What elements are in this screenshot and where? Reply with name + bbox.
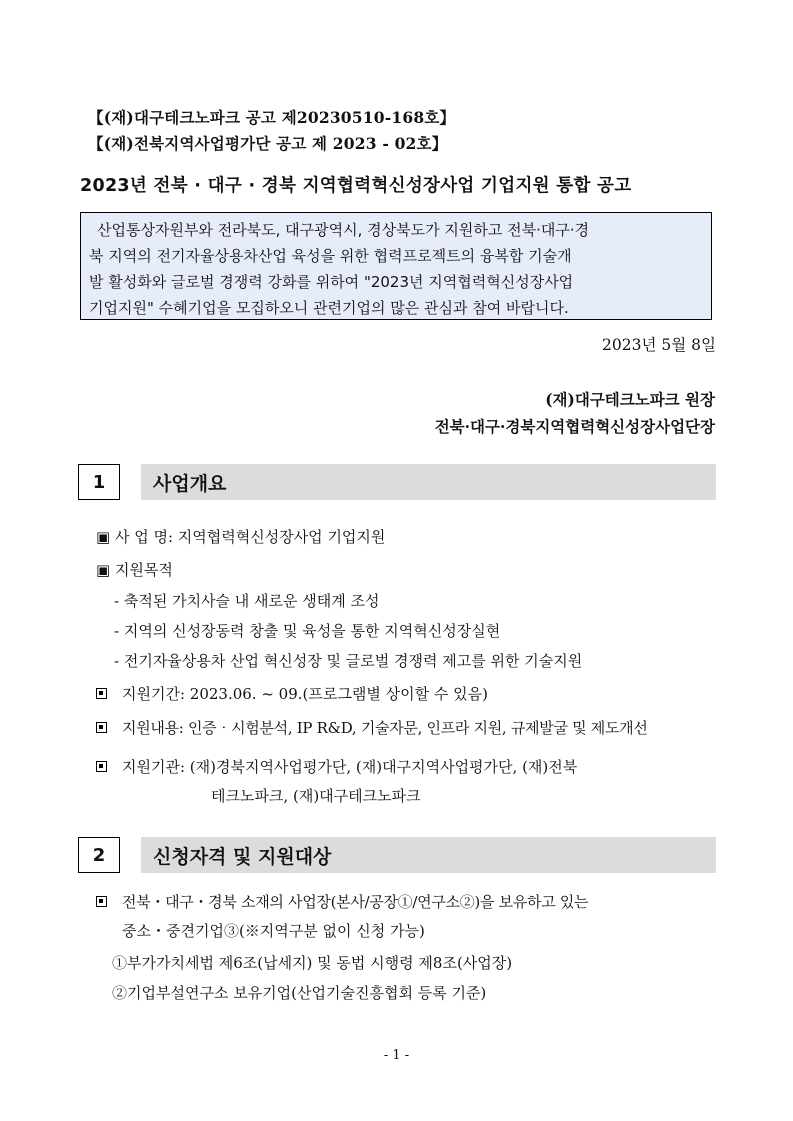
section-2-number: 2	[78, 837, 120, 873]
signature-line-1: (재)대구테크노파크 원장	[545, 390, 715, 409]
notice-number-1: 【(재)대구테크노파크 공고 제20230510-168호】	[88, 108, 456, 127]
intro-line: 북 지역의 전기자율상용차산업 육성을 위한 협력프로젝트의 융복합 기술개	[89, 247, 572, 265]
signature-line-2: 전북·대구·경북지역협력혁신성장사업단장	[434, 417, 715, 436]
purpose-item: - 전기자율상용차 산업 혁신성장 및 글로벌 경쟁력 제고를 위한 기술지원	[114, 652, 583, 670]
notice-date: 2023년 5월 8일	[602, 336, 716, 354]
support-content: 지원내용: 인증‧시험분석, IP R&D, 기술자문, 인프라 지원, 규제발굴 및 제도개선	[122, 719, 648, 737]
bullet-square-icon	[96, 688, 107, 699]
page-number: - 1 -	[383, 1048, 410, 1063]
bullet-square-icon	[96, 896, 107, 907]
support-agency-line-1: 지원기관: (재)경북지역사업평가단, (재)대구지역사업평가단, (재)전북	[122, 758, 578, 776]
bullet-square-icon	[96, 761, 107, 772]
bullet-square-icon	[96, 722, 107, 733]
page-title: 2023년 전북 · 대구 · 경북 지역협력혁신성장사업 기업지원 통합 공고	[80, 176, 632, 196]
eligibility-line-2: 중소・중견기업③(※지역구분 없이 신청 가능)	[122, 922, 425, 940]
purpose-item: - 축적된 가치사슬 내 새로운 생태계 조성	[114, 592, 380, 610]
intro-box	[80, 212, 712, 320]
footnote-1: ①부가가치세법 제6조(납세지) 및 동법 시행령 제8조(사업장)	[112, 954, 513, 972]
eligibility-line-1: 전북・대구・경북 소재의 사업장(본사/공장①/연구소②)을 보유하고 있는	[122, 893, 589, 911]
support-agency-line-2: 테크노파크, (재)대구테크노파크	[211, 787, 421, 805]
notice-number-2: 【(재)전북지역사업평가단 공고 제 2023 - 02호】	[88, 134, 448, 153]
project-name-item: ▣ 사 업 명: 지역협력혁신성장사업 기업지원	[96, 528, 386, 546]
intro-line: 발 활성화와 글로벌 경쟁력 강화를 위하여 "2023년 지역협력혁신성장사업	[89, 273, 574, 291]
purpose-item: - 지역의 신성장동력 창출 및 육성을 통한 지역혁신성장실현	[114, 622, 501, 640]
intro-line: 산업통상자원부와 전라북도, 대구광역시, 경상북도가 지원하고 전북·대구·경	[97, 221, 590, 239]
intro-line: 기업지원" 수혜기업을 모집하오니 관련기업의 많은 관심과 참여 바랍니다.	[89, 299, 569, 317]
purpose-label: ▣ 지원목적	[96, 561, 173, 579]
section-1-number: 1	[78, 464, 120, 500]
section-2-title: 신청자격 및 지원대상	[141, 837, 716, 873]
section-1-title: 사업개요	[141, 464, 716, 500]
support-period: 지원기간: 2023.06. ~ 09.(프로그램별 상이할 수 있음)	[122, 685, 488, 703]
footnote-2: ②기업부설연구소 보유기업(산업기술진흥협회 등록 기준)	[112, 984, 487, 1002]
